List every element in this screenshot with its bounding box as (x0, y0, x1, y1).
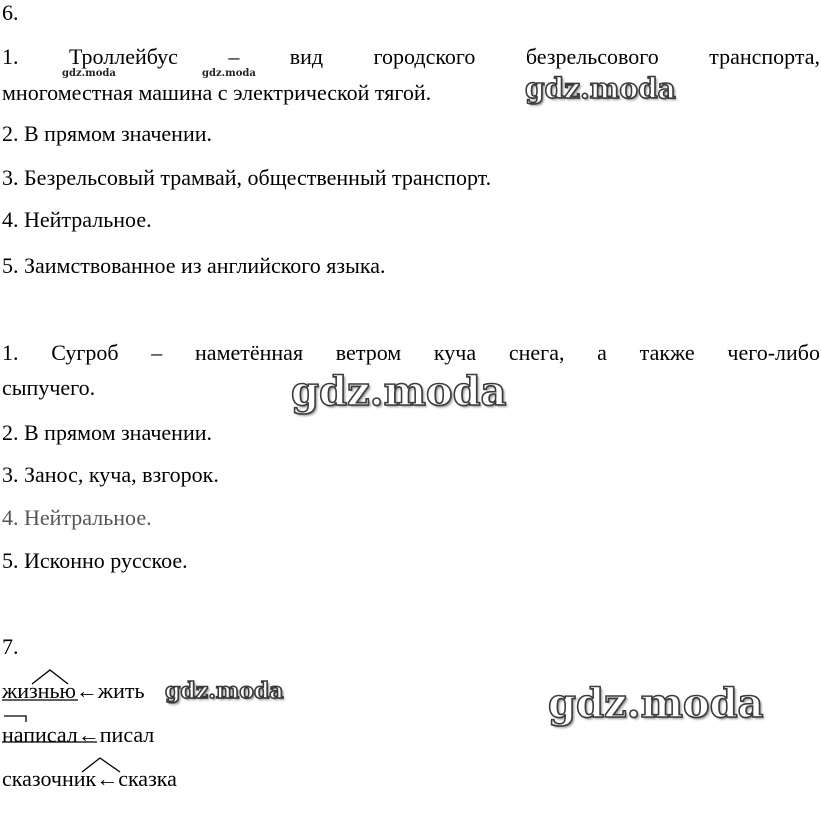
watermark-small: gdz.moda (202, 68, 256, 79)
watermark-small: gdz.moda (62, 68, 116, 79)
word2-item4: 4. Нейтральное. (2, 505, 152, 530)
derived-word: сказочник (2, 766, 97, 791)
watermark-logo: gdz.moda (525, 72, 676, 105)
word1-item5: 5. Заимствованное из английского языка. (2, 253, 386, 278)
task6-number: 6. (2, 0, 19, 25)
word1-item2: 2. В прямом значении. (2, 121, 212, 146)
word2-definition-line2: сыпучего. (2, 375, 96, 400)
derivation-arrow: ← (77, 722, 100, 747)
source-word: жить (97, 678, 145, 703)
word2-definition-line1: 1. Сугроб – наметённая ветром куча снега, а также чего-либо (2, 340, 820, 365)
suffix-mark-icon (2, 766, 132, 796)
watermark-logo: gdz.moda (291, 368, 507, 415)
word1-item3: 3. Безрельсовый трамвай, общественный транспорт. (2, 165, 492, 190)
morpheme-row (2, 722, 154, 748)
word2-item3: 3. Занос, куча, взгорок. (2, 462, 219, 487)
word1-definition-line2: многоместная машина с электрической тягой. (2, 80, 432, 105)
word2-item2: 2. В прямом значении. (2, 420, 212, 445)
watermark-logo: gdz.moda (165, 678, 284, 704)
watermark-logo: gdz.moda (548, 680, 764, 727)
source-word: писал (99, 722, 155, 747)
morpheme-row (2, 766, 177, 792)
word2-item5: 5. Исконно русское. (2, 548, 188, 573)
word1-item4: 4. Нейтральное. (2, 207, 152, 232)
derivation-arrow: ← (96, 766, 119, 791)
morpheme-row (2, 678, 145, 704)
word1-definition-line1: 1. Троллейбус – вид городского безрельсового транспорта, (2, 44, 820, 69)
derivation-arrow: ← (75, 678, 98, 703)
derived-word: жизнью (2, 678, 76, 703)
source-word: сказка (118, 766, 177, 791)
suffix-mark-icon (2, 678, 102, 708)
derived-word: написал (2, 722, 78, 747)
task7-number: 7. (2, 634, 19, 659)
prefix-mark-icon (2, 722, 42, 752)
